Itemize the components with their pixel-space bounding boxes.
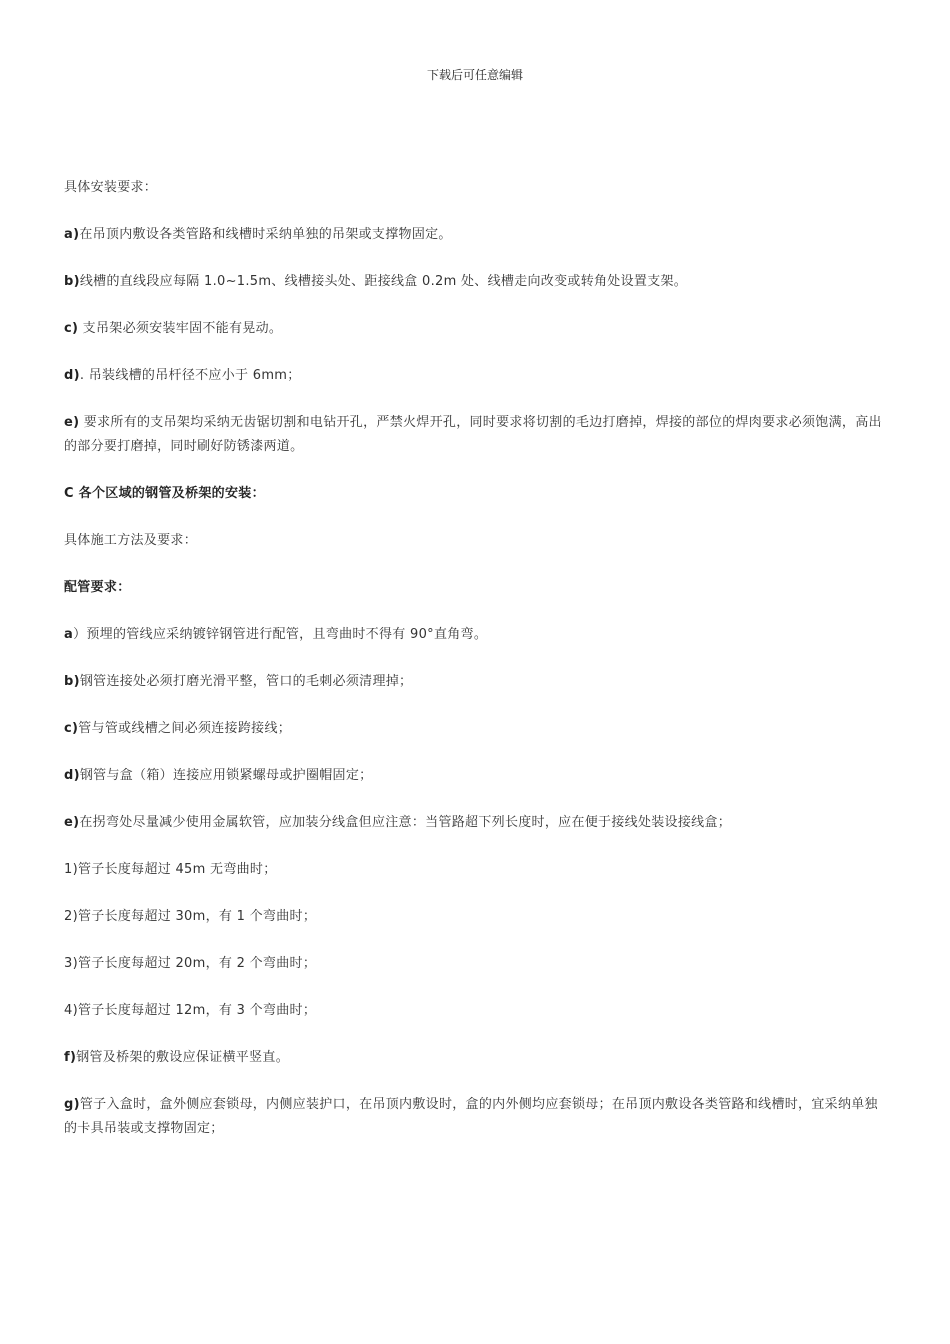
paragraph-length-rule-3: [64, 952, 886, 976]
paragraph-text: 线槽的直线段应每隔 1.0~1.5m、线槽接头处、距接线盒 0.2m 处、线槽走向改变或转角处设置支架。: [79, 274, 688, 289]
paragraph-lead: C 各个区域的钢管及桥架的安装：: [64, 486, 265, 501]
paragraph-text: 要求所有的支吊架均采纳无齿锯切割和电钻开孔，严禁火焊开孔，同时要求将切割的毛边打磨掉，焊接的部位的焊肉要求必须饱满，高出的部分要打磨掉，同时刷好防锈漆两道。: [64, 415, 882, 454]
paragraph-item-a: [64, 223, 886, 247]
section-heading-c: [64, 482, 886, 506]
paragraph-text: ）预埋的管线应采纳镀锌钢管进行配管，且弯曲时不得有 90°直角弯。: [73, 627, 488, 642]
paragraph-lead: g): [64, 1097, 80, 1112]
paragraph-lead: d): [64, 368, 80, 383]
paragraph-method-requirements: [64, 529, 886, 553]
paragraph-piping-g: [64, 1093, 886, 1141]
paragraph-lead: c): [64, 321, 79, 336]
paragraph-piping-e: [64, 811, 886, 835]
paragraph-piping-c: [64, 717, 886, 741]
paragraph-text: 钢管及桥架的敷设应保证横平竖直。: [76, 1050, 290, 1065]
paragraph-piping-b: [64, 670, 886, 694]
paragraph-text: 钢管连接处必须打磨光滑平整，管口的毛刺必须清理掉；: [79, 674, 413, 689]
paragraph-lead: c): [64, 721, 79, 736]
paragraph-piping-d: [64, 764, 886, 788]
paragraph-item-c: [64, 317, 886, 341]
paragraph-item-d: [64, 364, 886, 388]
paragraph-text: 具体施工方法及要求：: [64, 533, 198, 548]
paragraph-text: 管子入盒时，盒外侧应套锁母，内侧应装护口，在吊顶内敷设时，盒的内外侧均应套锁母；在吊顶内敷设各类管路和线槽时，宜采纳单独的卡具吊装或支撑物固定；: [64, 1097, 878, 1136]
paragraph-text: 钢管与盒（箱）连接应用锁紧螺母或护圈帽固定；: [79, 768, 373, 783]
paragraph-text: 管与管或线槽之间必须连接跨接线；: [78, 721, 292, 736]
page-header: 下载后可任意编辑: [426, 68, 523, 82]
document-body: [64, 176, 886, 1164]
paragraph-lead: b): [64, 274, 80, 289]
paragraph-lead: b): [64, 674, 80, 689]
paragraph-text: 在吊顶内敷设各类管路和线槽时采纳单独的吊架或支撑物固定。: [79, 227, 452, 242]
paragraph-item-e: [64, 411, 886, 459]
paragraph-text: 4)管子长度每超过 12m，有 3 个弯曲时；: [64, 1003, 317, 1018]
paragraph-lead: 配管要求：: [64, 580, 131, 595]
paragraph-length-rule-1: [64, 858, 886, 882]
paragraph-text: 2)管子长度每超过 30m，有 1 个弯曲时；: [64, 909, 317, 924]
paragraph-lead: d): [64, 768, 80, 783]
paragraph-piping-f: [64, 1046, 886, 1070]
paragraph-lead: a): [64, 227, 80, 242]
paragraph-text: . 吊装线槽的吊杆径不应小于 6mm；: [79, 368, 301, 383]
paragraph-lead: f): [64, 1050, 77, 1065]
paragraph-lead: e): [64, 415, 80, 430]
paragraph-item-b: [64, 270, 886, 294]
paragraph-text: 具体安装要求：: [64, 180, 158, 195]
paragraph-length-rule-4: [64, 999, 886, 1023]
paragraph-text: 在拐弯处尽量减少使用金属软管，应加装分线盒但应注意：当管路超下列长度时，应在便于接线处装设接线盒；: [79, 815, 732, 830]
paragraph-lead: e): [64, 815, 80, 830]
paragraph-piping-a: [64, 623, 886, 647]
paragraph-text: 3)管子长度每超过 20m，有 2 个弯曲时；: [64, 956, 317, 971]
subheading-piping-requirements: [64, 576, 886, 600]
paragraph-text: 1)管子长度每超过 45m 无弯曲时；: [64, 862, 277, 877]
paragraph-lead: a: [64, 627, 74, 642]
paragraph-text: 支吊架必须安装牢固不能有晃动。: [78, 321, 283, 336]
paragraph-length-rule-2: [64, 905, 886, 929]
paragraph-install-requirements: [64, 176, 886, 200]
